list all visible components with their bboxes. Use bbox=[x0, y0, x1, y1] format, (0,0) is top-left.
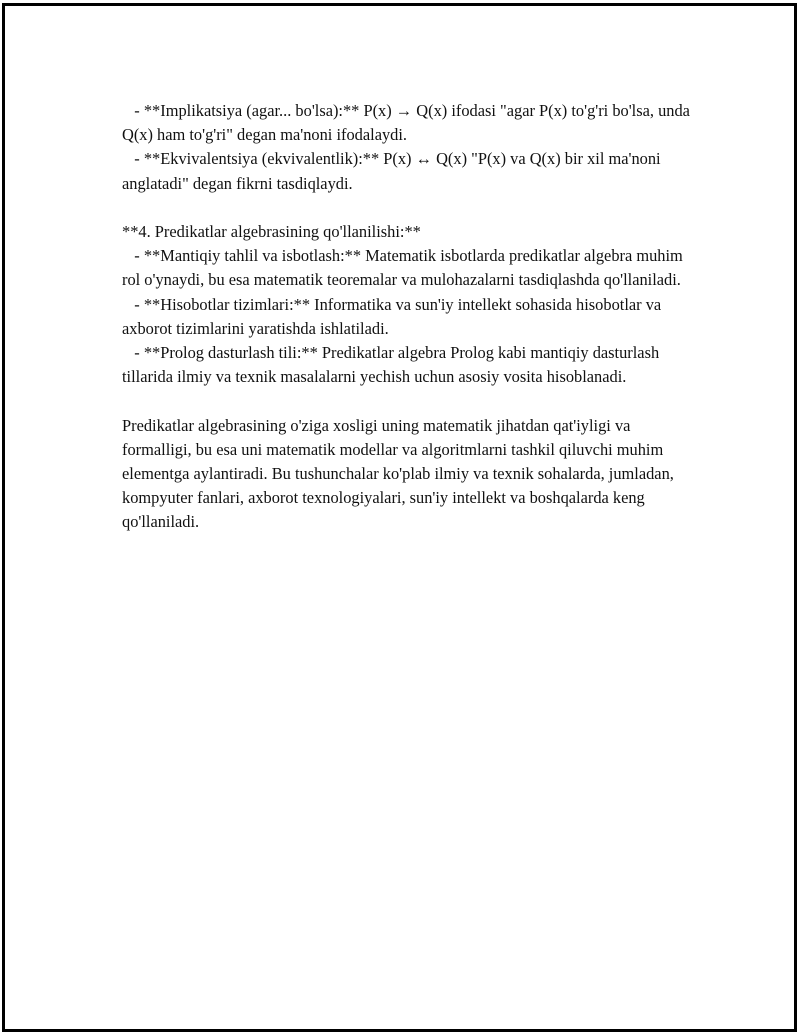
paragraph-reporting-systems: - **Hisobotlar tizimlari:** Informatika va sun'iy intellekt sohasida hisobotlar va axborot tizimlarini yaratishda ishlatiladi. bbox=[122, 294, 666, 338]
paragraph-gap bbox=[122, 389, 692, 413]
paragraph-logical-analysis: - **Mantiqiy tahlil va isbotlash:** Matematik isbotlarda predikatlar algebra muhim rol o'ynaydi, bu esa matematik teoremalar va mulohazalarni tasdiqlashda qo'llaniladi. bbox=[122, 246, 687, 290]
page-content bbox=[122, 99, 695, 535]
page-frame bbox=[2, 3, 797, 1032]
section-heading-applications: **4. Predikatlar algebrasining qo'llanilishi:** bbox=[122, 222, 421, 241]
paragraph-prolog: - **Prolog dasturlash tili:** Predikatlar algebra Prolog kabi mantiqiy dasturlash tillarida ilmiy va texnik masalalarni yechish uchun asosiy vosita hisoblanadi. bbox=[122, 343, 664, 387]
paragraph-conclusion: Predikatlar algebrasining o'ziga xosligi uning matematik jihatdan qat'iyligi va formalligi, bu esa uni matematik modellar va algoritmlarni tashkil qiluvchi muhim elementga aylantiradi. Bu tushunchalar ko'plab ilmiy va texnik sohalarda, jumladan, kompyuter fanlari, axborot texnologiyalari, sun'iy intellekt va boshqalarda keng qo'llaniladi. bbox=[122, 415, 678, 532]
paragraph-equivalence: - **Ekvivalentsiya (ekvivalentlik):** P(x) ↔ Q(x) "P(x) va Q(x) bir xil ma'noni anglatadi" degan fikrni tasdiqlaydi. bbox=[122, 149, 665, 193]
paragraph-implication: - **Implikatsiya (agar... bo'lsa):** P(x) → Q(x) ifodasi "agar P(x) to'g'ri bo'lsa, unda Q(x) ham to'g'ri" degan ma'noni ifodalaydi. bbox=[122, 101, 695, 145]
paragraph-gap bbox=[122, 196, 692, 220]
